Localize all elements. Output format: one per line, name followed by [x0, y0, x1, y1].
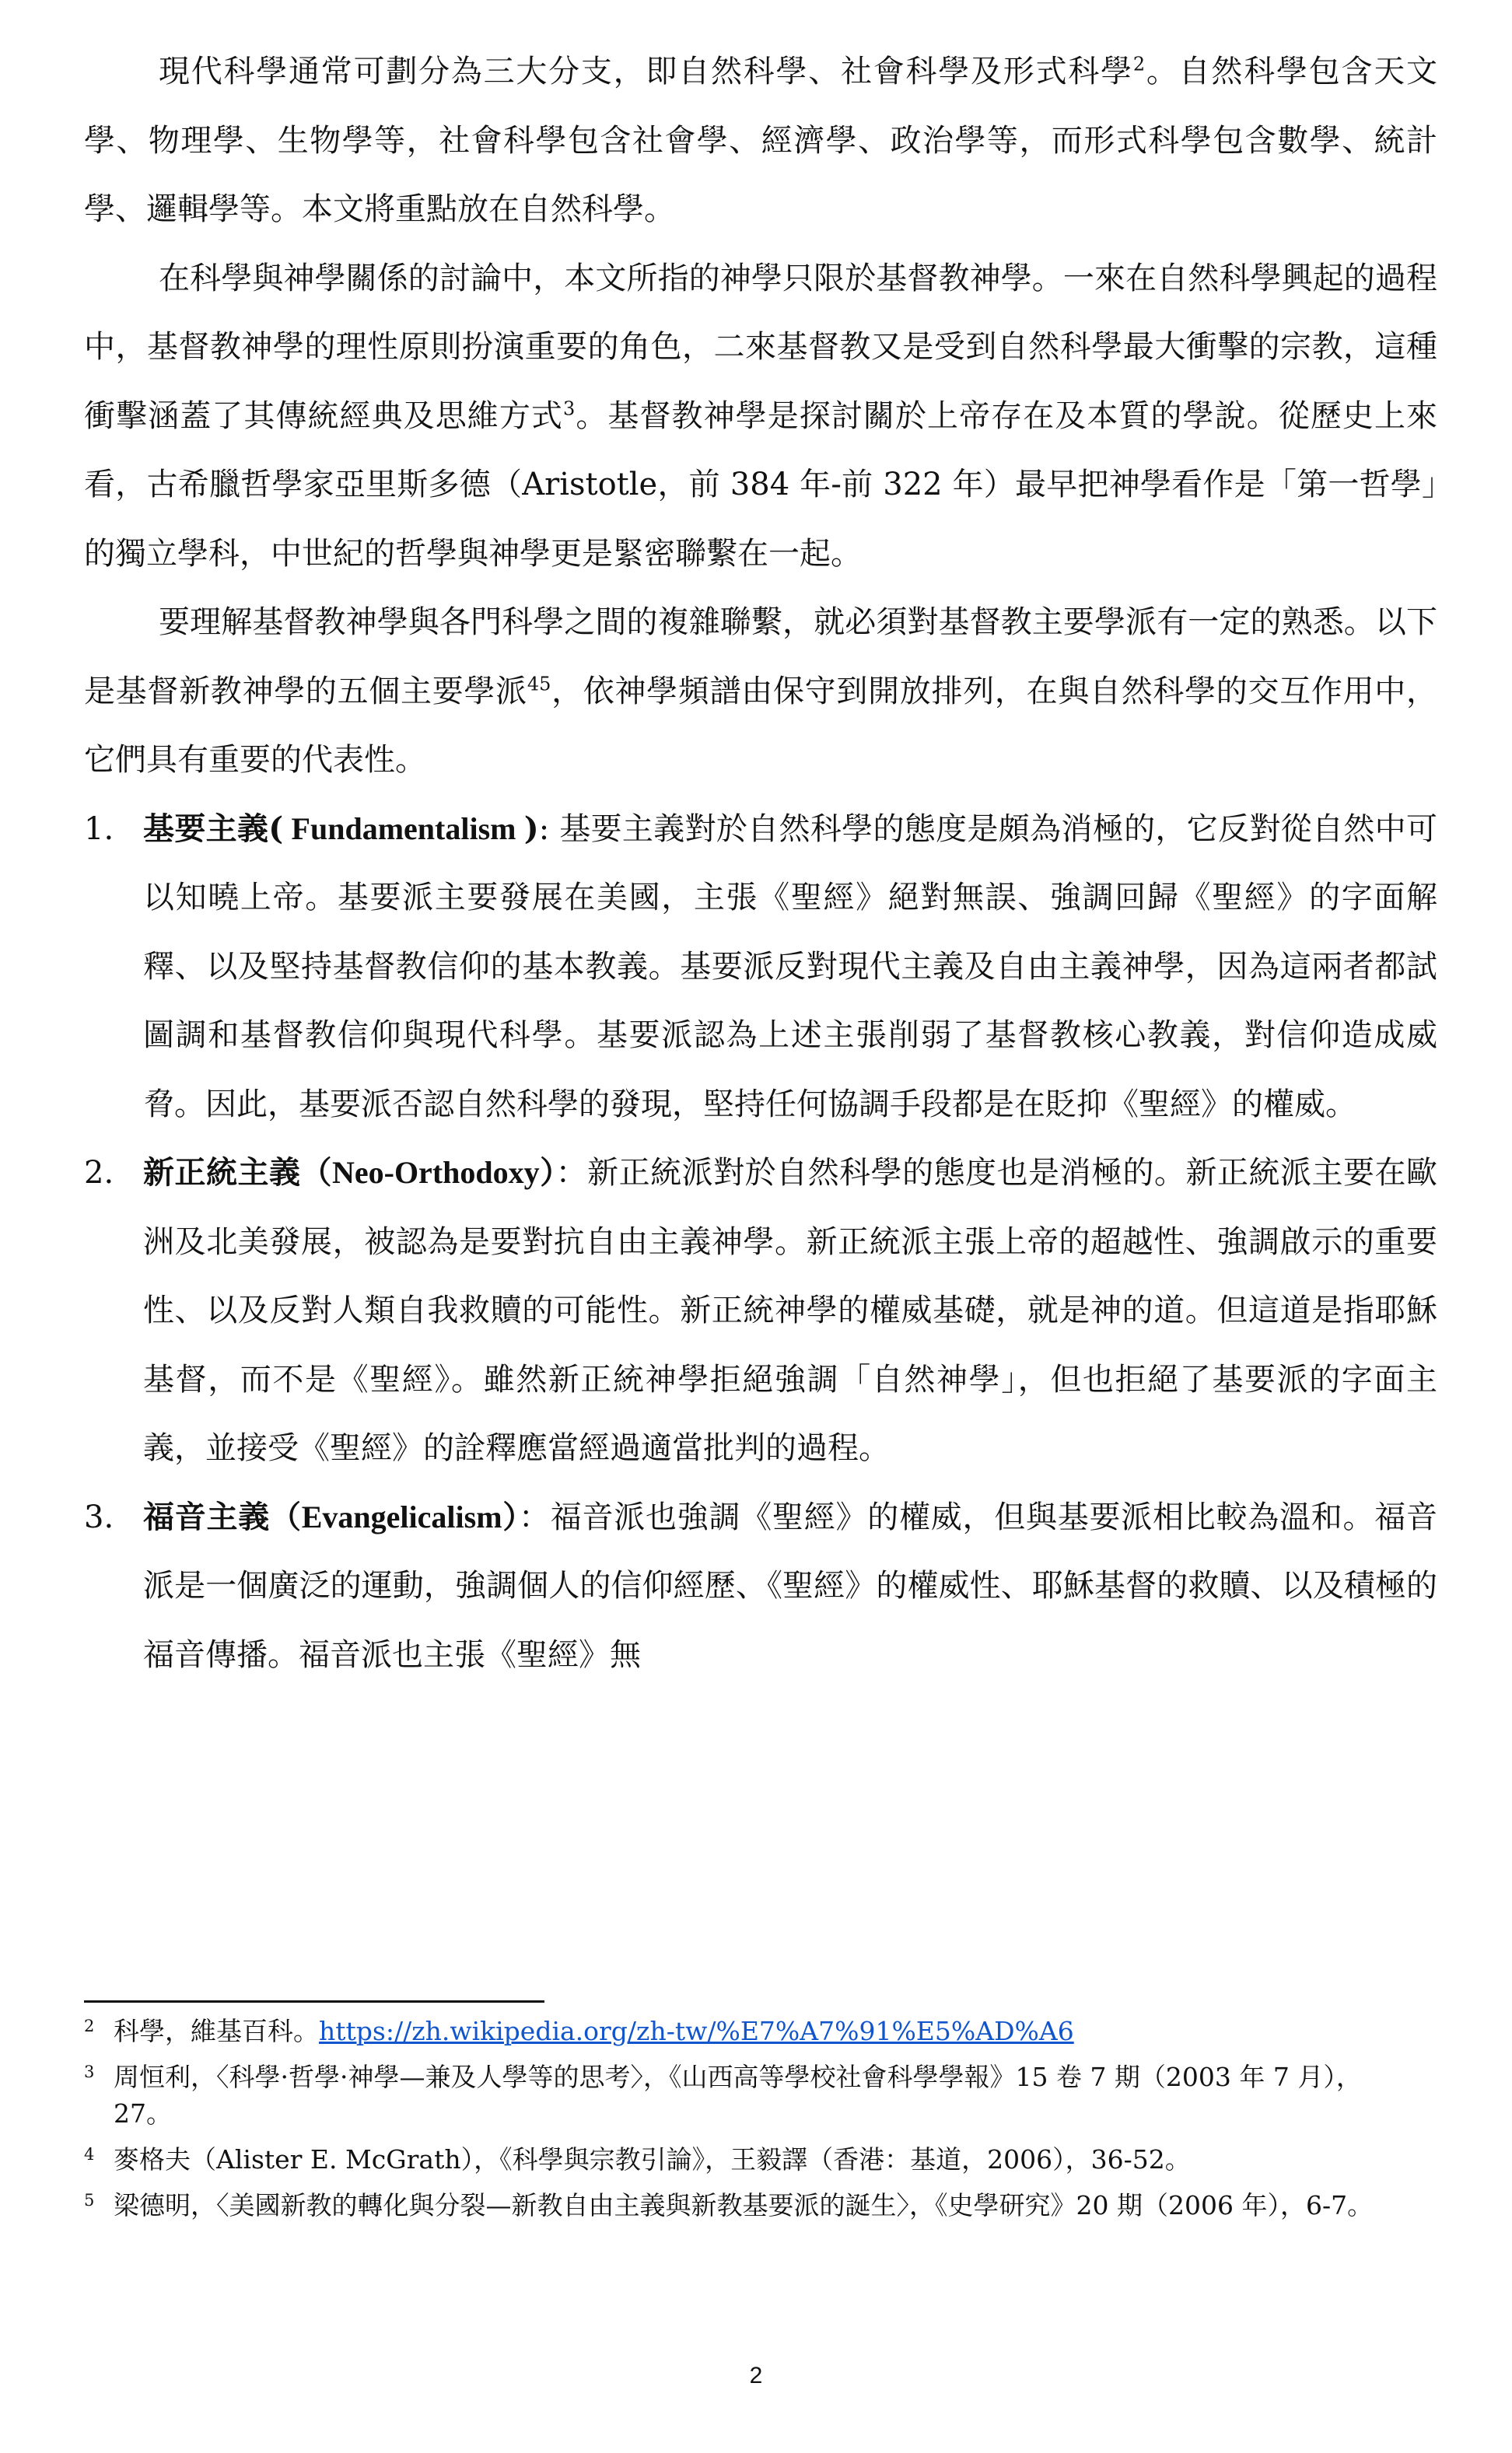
- footnote-number: 2: [84, 2017, 95, 2035]
- paragraph-3: [84, 588, 1437, 795]
- footnote-number: 5: [84, 2191, 95, 2210]
- footnote-ref[interactable]: 2: [1132, 53, 1146, 75]
- paragraph-text: ，依神學頻譜由保守到開放排列，在與自然科學的交互作用中，它們具有重要的代表性。: [84, 673, 1438, 778]
- paragraph-1: [84, 37, 1437, 244]
- term-latin: Evangelicalism: [301, 1499, 502, 1534]
- footnote-text: 麥格夫（Alister E. McGrath），《科學與宗教引論》，王毅譯（香港：基道，2006），36-52。: [114, 2144, 1191, 2175]
- list-item-text: ：新正統派對於自然科學的態度也是消極的。新正統派主要在歐洲及北美發展，被認為是要對抗自由主義神學。新正統派主張上帝的超越性、強調啟示的重要性、以及反對人類自我救贖的可能性。新正統神學的權威基礎，就是神的道。但這道是指耶穌基督，而不是《聖經》。雖然新正統神學拒絕強調「自然神學」，但也拒絕了基要派的字面主義，並接受《聖經》的詮釋應當經過適當批判的過程。: [143, 1155, 1438, 1466]
- paragraph-text: 。基督教神學是探討關於上帝存在及本質的學說。從歷史上來看，古希臘哲學家亞里斯多德（Aristotle，前 384 年-前 322 年）最早把神學看作是「第一哲學」的獨立學科，中世紀的哲學與神學更是緊密聯繫在一起。: [84, 397, 1438, 572]
- footnote-text: 梁德明，〈美國新教的轉化與分裂—新教自由主義與新教基要派的誕生〉，《史學研究》20 期（2006 年），6-7。: [114, 2190, 1374, 2220]
- term-latin: Fundamentalism: [283, 810, 524, 846]
- term-close: ）: [502, 1498, 520, 1535]
- paragraph-text: 。自然科學包含天文學、物理學、生物學等，社會科學包含社會學、經濟學、政治學等，而形式科學包含數學、統計學、邏輯學等。本文將重點放在自然科學。: [84, 54, 1437, 227]
- paragraph-text: 在科學與神學關係的討論中，本文所指的神學只限於基督教神學。一來在自然科學興起的過程中，基督教神學的理性原則扮演重要的角色，二來基督教又是受到自然科學最大衝擊的宗教，這種衝擊涵蓋了其傳統經典及思維方式: [84, 260, 1437, 434]
- term-label: 福音主義（: [143, 1498, 302, 1535]
- list-number: 2.: [84, 1155, 114, 1191]
- list-item-text: : 基要主義對於自然科學的態度是頗為消極的，它反對從自然中可以知曉上帝。基要派主要發展在美國，主張《聖經》絕對無誤、強調回歸《聖經》的字面解釋、以及堅持基督教信仰的基本教義。基要派反對現代主義及自由主義神學，因為這兩者都試圖調和基督教信仰與現代科學。基要派認為上述主張削弱了基督教核心教義，對信仰造成威脅。因此，基要派否認自然科學的發現，堅持任何協調手段都是在貶抑《聖經》的權威。: [143, 810, 1437, 1122]
- term-latin: Neo-Orthodoxy: [331, 1155, 540, 1190]
- paragraph-2: [84, 244, 1437, 589]
- list-number: 3.: [84, 1499, 114, 1535]
- list-item-text: ：福音派也強調《聖經》的權威，但與基要派相比較為溫和。福音派是一個廣泛的運動，強調個人的信仰經歷、《聖經》的權威性、耶穌基督的救贖、以及積極的福音傳播。福音派也主張《聖經》無: [143, 1499, 1438, 1673]
- body-text: [84, 37, 1437, 1689]
- footnote-text: 科學，維基百科。: [114, 2016, 319, 2046]
- footnote-number: 3: [84, 2063, 95, 2081]
- list-item: [84, 1483, 1437, 1690]
- footnote-link[interactable]: https://zh.wikipedia.org/zh-tw/%E7%A7%91%E5%AD%A6: [319, 2016, 1074, 2046]
- list-item: [84, 795, 1437, 1139]
- term-label: 新正統主義（: [143, 1154, 332, 1191]
- schools-list: [84, 795, 1437, 1690]
- term-close: ）: [539, 1154, 556, 1191]
- footnote-divider: [84, 2000, 544, 2003]
- paragraph-text: 要理解基督教神學與各門科學之間的複雜聯繫，就必須對基督教主要學派有一定的熟悉。以下是基督新教神學的五個主要學派: [84, 604, 1437, 709]
- footnote-ref[interactable]: 3: [562, 397, 576, 420]
- page-number: 2: [749, 2363, 763, 2388]
- list-item: [84, 1139, 1437, 1483]
- footnote: [84, 2187, 1406, 2224]
- footnote-number: 4: [84, 2145, 95, 2164]
- footnote: [84, 2013, 1406, 2049]
- paragraph-text: 現代科學通常可劃分為三大分支，即自然科學、社會科學及形式科學: [159, 54, 1133, 89]
- footnote-ref[interactable]: 45: [527, 673, 551, 695]
- term-close: ): [523, 810, 539, 847]
- footnote-text: 周恒利，〈科學·哲學·神學—兼及人學等的思考〉，《山西高等學校社會科學學報》15 卷 7 期（2003 年 7 月），27。: [114, 2062, 1362, 2129]
- term-label: 基要主義(: [143, 810, 284, 847]
- footnote: [84, 2141, 1406, 2178]
- footnote: [84, 2059, 1406, 2132]
- term-heading: [143, 1499, 519, 1535]
- footnotes: [84, 2013, 1406, 2233]
- term-heading: [143, 1154, 556, 1191]
- list-number: 1.: [84, 810, 114, 847]
- term-heading: [143, 810, 539, 847]
